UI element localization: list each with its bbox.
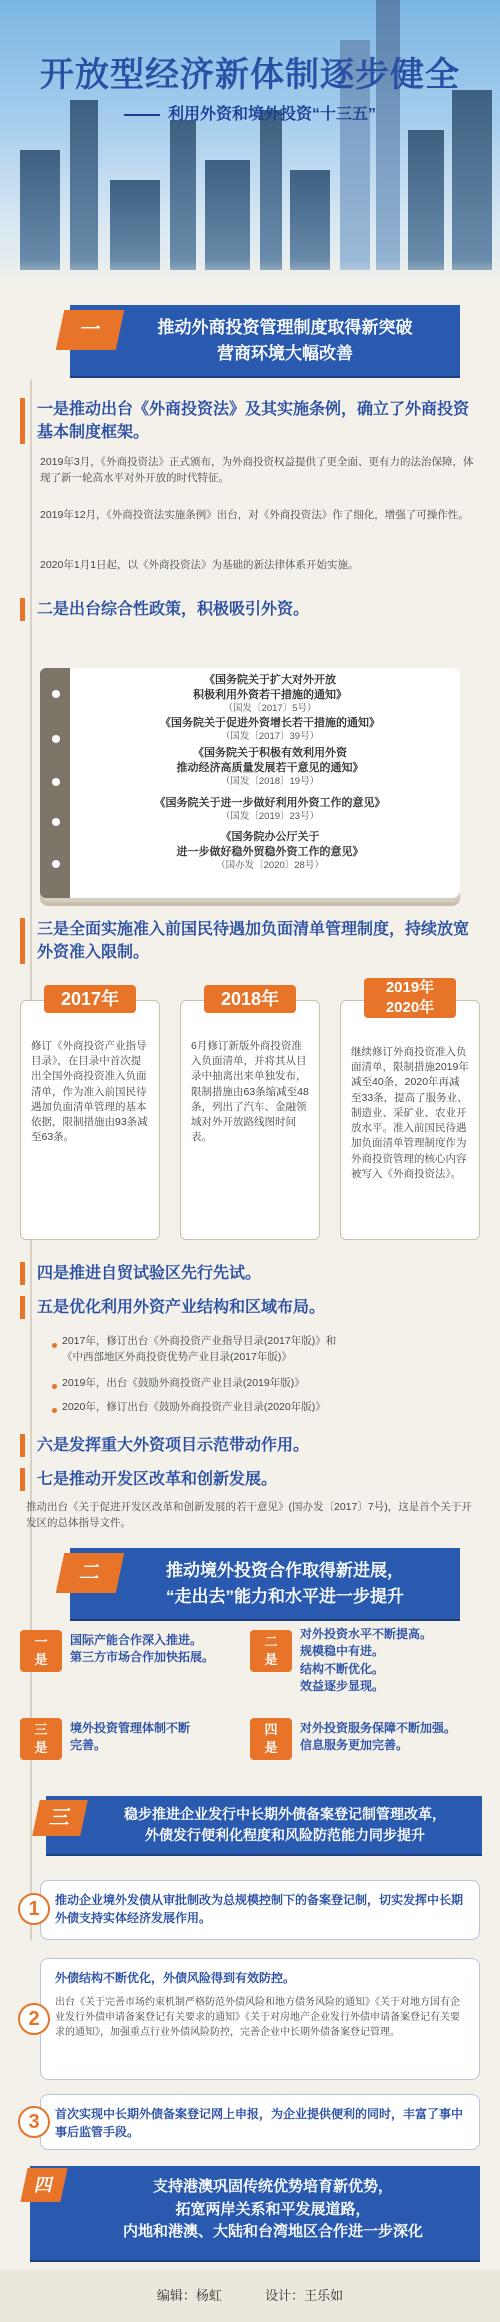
section1-banner: 推动外商投资管理制度取得新突破 营商环境大幅改善: [70, 305, 460, 376]
page-title: 开放型经济新体制逐步健全: [40, 56, 460, 94]
point1-heading: 一是推动出台《外商投资法》及其实施条例，确立了外商投资基本制度框架。: [20, 398, 480, 444]
reform-item-number: 1: [18, 1893, 50, 1925]
policy-doc: 《国务院办公厅关于 进一步做好稳外贸稳外资工作的意见》 （国办发〔2020〕28号）: [176, 831, 364, 871]
card-badge: 二 是: [250, 1630, 292, 1672]
book-ring: [52, 690, 60, 698]
policy-doc: 《国务院关于扩大对外开放 积极利用外资若干措施的通知》 （国发〔2017〕5号）: [193, 674, 347, 714]
reform-item-number: 3: [18, 2106, 50, 2138]
section2-badge: 二: [56, 1553, 125, 1593]
section4-badge: 四: [20, 2168, 67, 2202]
book-ring: [52, 860, 60, 868]
year-card: 继续修订外商投资准入负面清单，限制措施2019年减至40条，2020年再减至33条，提高了服务业、制造业、采矿业、农业开放水平。准入前国民待遇加负面清单管理制度作为外商投资管理的核心内容被写入《外商投资法》。: [340, 1000, 480, 1240]
point7-text: 推动出台《关于促进开发区改革和创新发展的若干意见》(国办发〔2017〕7号)，这是首个关于开发区的总体指导文件。: [26, 1501, 472, 1529]
credits-footer: [0, 2270, 500, 2322]
point4-heading: 四是推进自贸试验区先行先试。: [20, 1262, 480, 1285]
policy-doc: 《国务院关于促进外资增长若干措施的通知》 （国发〔2017〕39号）: [160, 717, 380, 742]
page-subtitle: 利用外资和境外投资“十三五”: [0, 103, 500, 127]
point1-item: 2020年1月1日起，以《外商投资法》为基础的新法律体系开始实施。: [40, 559, 359, 571]
designer-credit: 设计：王乐如: [265, 2288, 344, 2303]
reform-item-box: 外债结构不断优化，外债风险得到有效防控。 出台《关于完善市场约束机制严格防范外债风险和地方债务风险的通知》《关于对地方国有企业发行外债申请备案登记有关要求的通知》《关于对房地产企业发行外债申请备案登记有关要求的通知》，加强重点行业外债风险防控，完善企业中长期外债备案登记管理。: [40, 1958, 480, 2080]
year-tag: 2017年: [44, 985, 136, 1013]
point5-item: 2019年，出台《鼓励外商投资产业目录(2019年版)》: [62, 1377, 305, 1389]
list-bullet: [52, 1384, 57, 1389]
point1-item: 2019年12月，《外商投资法实施条例》出台，对《外商投资法》作了细化，增强了可操作性。: [40, 509, 469, 521]
list-bullet: [52, 1408, 57, 1413]
year-card: 6月修订新版外商投资准入负面清单，并将其从目录中抽离出来单独发布，限制措施由63条缩减至48条，列出了汽车、金融领域对外开放路线图时间表。: [180, 1000, 320, 1240]
section1-badge: 一: [56, 310, 125, 350]
section2-banner: 推动境外投资合作取得新进展， “走出去”能力和水平进一步提升: [70, 1548, 460, 1619]
reform-item-box: 首次实现中长期外债备案登记网上申报，为企业提供便利的同时，丰富了事中事后监管手段。: [40, 2094, 480, 2150]
policy-doc: 《国务院关于积极有效利用外资 推动经济高质量发展若干意见的通知》 （国发〔2018〕19号）: [176, 747, 364, 787]
section3-banner: 稳步推进企业发行中长期外债备案登记制管理改革， 外债发行便利化程度和风险防范能力同步提升: [46, 1796, 482, 1854]
point5-heading: 五是优化利用外资产业结构和区域布局。: [20, 1296, 480, 1319]
hero-banner: [0, 0, 500, 300]
section3-badge: 三: [32, 1800, 88, 1836]
point2-heading: 二是出台综合性政策，积极吸引外资。: [20, 598, 480, 621]
section4-banner: 支持港澳巩固传统优势培育新优势， 拓宽两岸关系和平发展道路， 内地和港澳、大陆和台湾地区合作进一步深化: [30, 2166, 480, 2260]
point5-item: 2020年，修订出台《鼓励外商投资产业目录(2020年版)》: [62, 1401, 326, 1413]
reform-item-number: 2: [18, 2003, 50, 2035]
point5-item: 2017年，修订出台《外商投资产业指导目录(2017年版)》和 《中西部地区外商投资优势产业目录(2017年版)》: [62, 1335, 337, 1363]
list-bullet: [52, 1343, 57, 1348]
policy-doc: 《国务院关于进一步做好利用外资工作的意见》 （国发〔2019〕23号）: [154, 797, 386, 822]
book-ring: [52, 818, 60, 826]
year-tag: 2019年 2020年: [364, 978, 456, 1018]
point1-item: 2019年3月，《外商投资法》正式颁布，为外商投资权益提供了更全面、更有力的法治保障，体现了新一轮高水平对外开放的时代特征。: [40, 456, 474, 484]
point6-heading: 六是发挥重大外资项目示范带动作用。: [20, 1434, 480, 1457]
reform-item-box: 推动企业境外发债从审批制改为总规模控制下的备案登记制，切实发挥中长期外债支持实体经济发展作用。: [40, 1880, 480, 1940]
year-tag: 2018年: [204, 985, 296, 1013]
editor-credit: 编辑：杨虹: [156, 2288, 222, 2303]
card-badge: 四 是: [250, 1718, 292, 1760]
card-text: 对外投资服务保障不断加强。 信息服务更加完善。: [300, 1721, 457, 1753]
card-text: 对外投资水平不断提高。 规模稳中有进。 结构不断优化。 效益逐步显现。: [300, 1627, 433, 1694]
card-text: 境外投资管理体制不断 完善。: [70, 1721, 191, 1753]
card-text: 国际产能合作深入推进。 第三方市场合作加快拓展。: [70, 1633, 215, 1665]
year-card: 修订《外商投资产业指导目录》，在目录中首次提出全国外商投资准入负面清单，作为准入前国民待遇加负面清单管理的基本依据，限制措施由93条减至63条。: [20, 1000, 160, 1240]
point3-heading: 三是全面实施准入前国民待遇加负面清单管理制度，持续放宽外资准入限制。: [20, 918, 480, 964]
card-badge: 一 是: [20, 1630, 62, 1672]
book-ring: [52, 735, 60, 743]
book-ring: [52, 778, 60, 786]
card-badge: 三 是: [20, 1718, 62, 1760]
point7-heading: 七是推动开发区改革和创新发展。: [20, 1468, 480, 1491]
